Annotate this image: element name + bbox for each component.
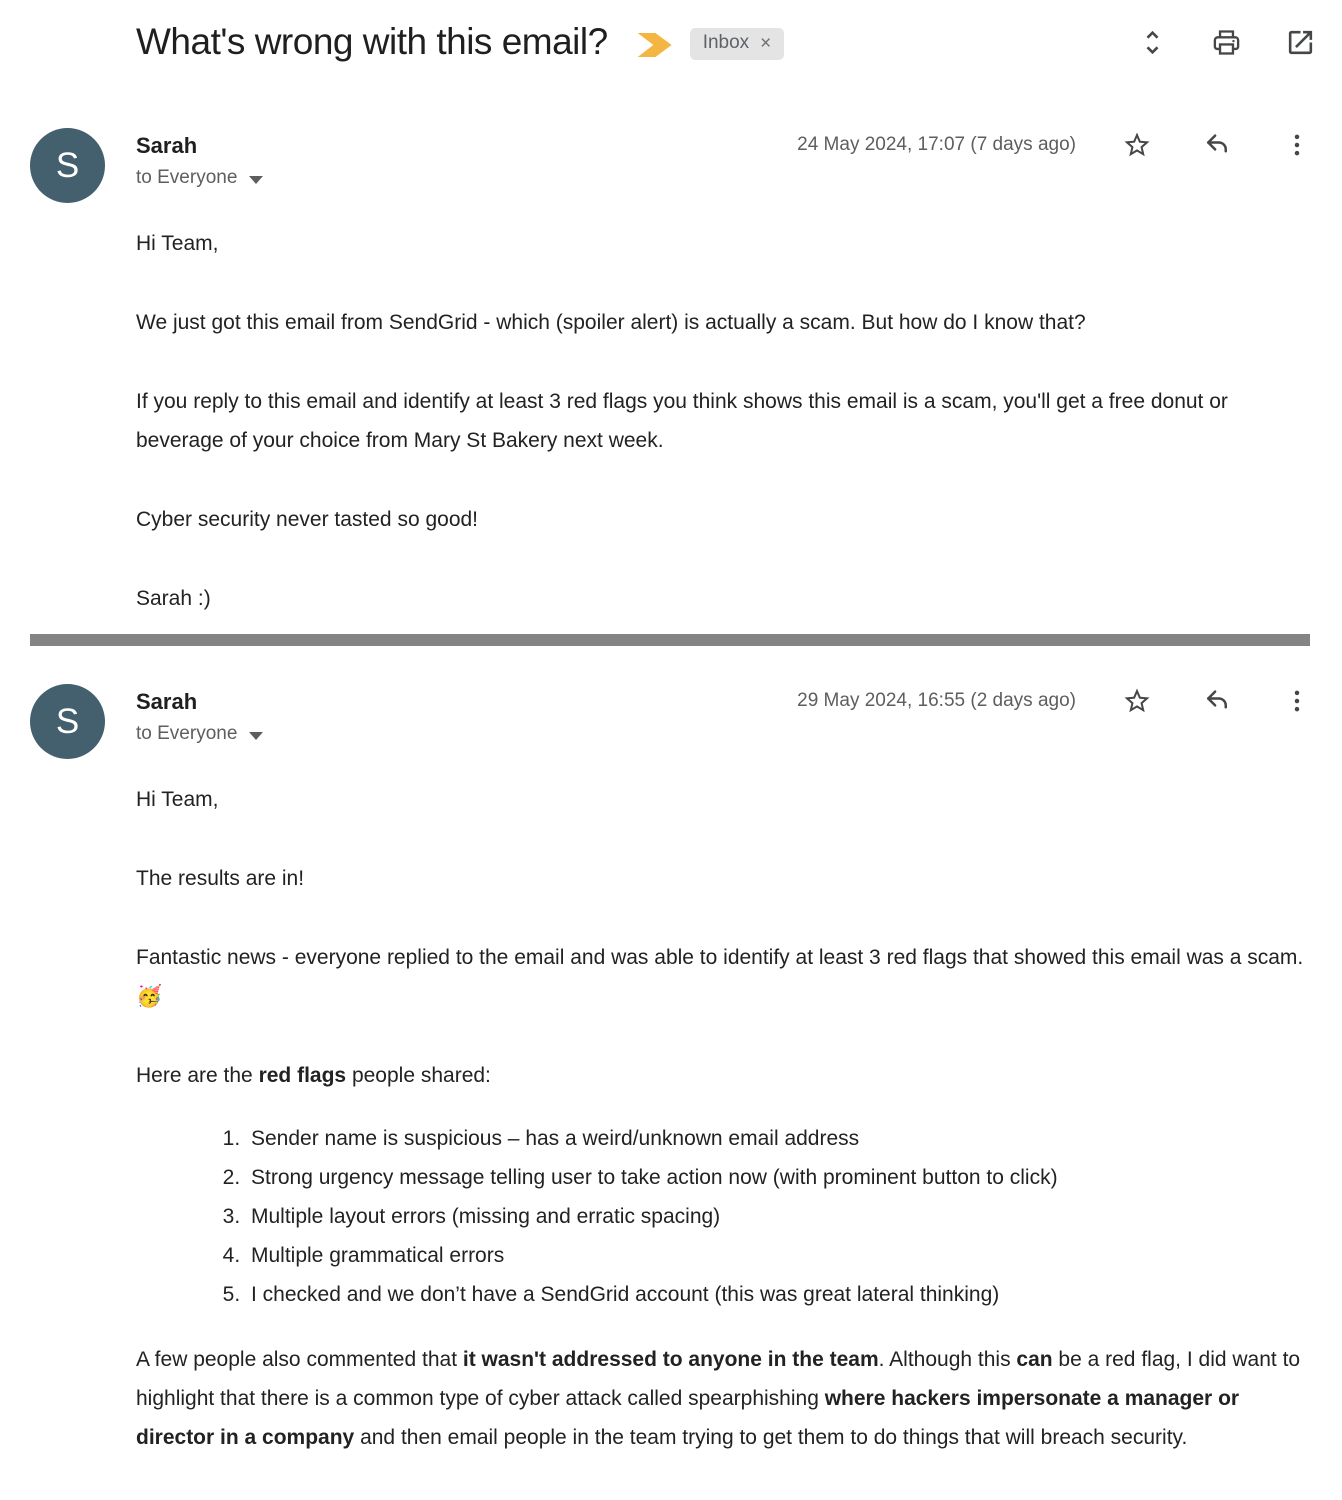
red-flags-list	[136, 1119, 1312, 1314]
print-icon[interactable]	[1211, 27, 1242, 58]
list-item: 5. I checked and we don’t have a SendGrid account (this was great lateral thinking)	[246, 1275, 1312, 1314]
email-message	[0, 684, 1342, 1457]
thread-subject: What's wrong with this email?	[136, 21, 608, 62]
body-paragraph: Fantastic news - everyone replied to the email and was able to identify at least 3 red flags that showed this email was a scam. 🥳	[136, 946, 1304, 1008]
recipient-dropdown[interactable]	[136, 166, 263, 190]
recipient-text: to Everyone	[136, 167, 238, 188]
reply-icon[interactable]	[1202, 686, 1232, 716]
sender-name: Sarah	[136, 133, 198, 158]
star-icon[interactable]	[1122, 686, 1152, 716]
email-date: 24 May 2024, 17:07 (7 days ago)	[797, 134, 1076, 155]
inbox-label-text: Inbox	[702, 32, 750, 53]
recipient-dropdown[interactable]	[136, 722, 263, 746]
star-icon[interactable]	[1122, 130, 1152, 160]
email-message	[0, 128, 1342, 618]
chevron-down-icon	[249, 176, 263, 184]
reply-icon[interactable]	[1202, 130, 1232, 160]
remove-label-icon[interactable]: ×	[760, 32, 772, 54]
avatar-letter: S	[55, 701, 80, 741]
body-paragraph: Hi Team,	[136, 232, 219, 255]
importance-marker-icon[interactable]	[638, 33, 672, 57]
email-date: 29 May 2024, 16:55 (2 days ago)	[797, 690, 1076, 711]
body-paragraph: Sarah :)	[136, 587, 211, 610]
open-in-new-icon[interactable]	[1285, 27, 1316, 58]
body-paragraph: Hi Team,	[136, 788, 219, 811]
avatar[interactable]	[30, 128, 105, 203]
body-paragraph: If you reply to this email and identify at least 3 red flags you think shows this email is a scam, you'll get a free donut or beverage of your choice from Mary St Bakery next week.	[136, 390, 1228, 452]
body-paragraph: The results are in!	[136, 867, 305, 890]
more-vert-icon[interactable]	[1282, 130, 1312, 160]
list-item: 1. Sender name is suspicious – has a weird/unknown email address	[246, 1119, 1312, 1158]
avatar[interactable]	[30, 684, 105, 759]
body-paragraph: Here are the red flags people shared:	[136, 1064, 491, 1087]
email-body	[136, 780, 1312, 1457]
subject-row	[0, 0, 1342, 70]
list-item: 2. Strong urgency message telling user to take action now (with prominent button to click)	[246, 1158, 1312, 1197]
inbox-label-chip[interactable]	[690, 28, 785, 60]
list-item: 3. Multiple layout errors (missing and erratic spacing)	[246, 1197, 1312, 1236]
chevron-down-icon	[249, 732, 263, 740]
body-paragraph: A few people also commented that it wasn't addressed to anyone in the team. Although this can be a red flag, I did want to highlight that there is a common type of cyber attack called spearphishing where hackers impersonate a manager or director in a company and then email people in the team trying to get them to do things that will breach security.	[136, 1348, 1301, 1449]
more-vert-icon[interactable]	[1282, 686, 1312, 716]
avatar-letter: S	[55, 145, 80, 185]
sender-name: Sarah	[136, 689, 198, 714]
expand-all-icon[interactable]	[1137, 27, 1168, 58]
list-item: 4. Multiple grammatical errors	[246, 1236, 1312, 1275]
thread-divider	[30, 634, 1310, 646]
body-paragraph: Cyber security never tasted so good!	[136, 508, 479, 531]
body-paragraph: We just got this email from SendGrid - which (spoiler alert) is actually a scam. But how do I know that?	[136, 311, 1086, 334]
email-body	[136, 224, 1312, 618]
recipient-text: to Everyone	[136, 723, 238, 744]
